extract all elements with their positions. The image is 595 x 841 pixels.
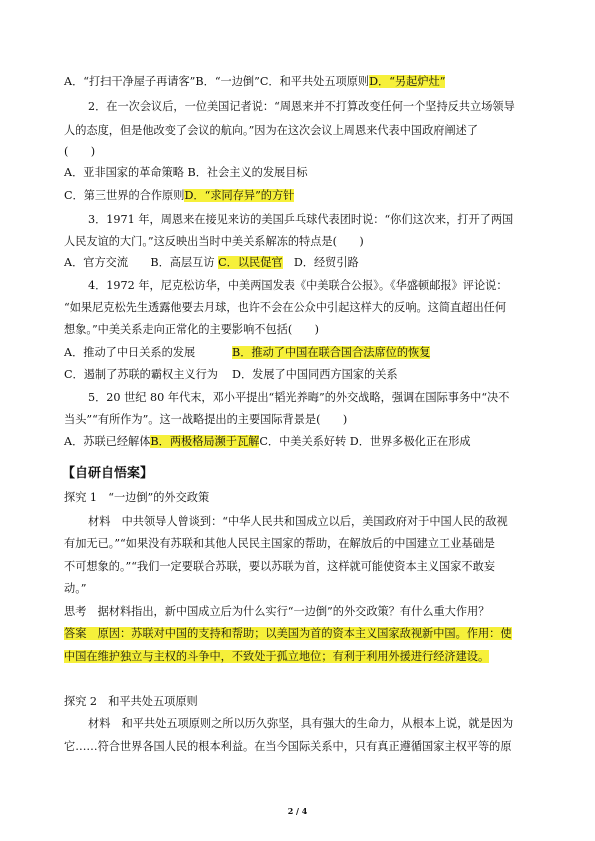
- section-title: 【自研自悟案】: [62, 466, 154, 481]
- q2-option-d-answer: D．“求同存异”的方针: [184, 189, 295, 202]
- question-2-line-2: 人的态度，但是他改变了会议的航向。”因为在这次会议上周恩来代表中国政府阐述了: [64, 124, 479, 137]
- question-4-option-b-answer: B．推动了中国在联合国合法席位的恢复: [232, 346, 431, 359]
- q5-options-cd: C．中美关系好转 D．世界多极化正在形成: [259, 435, 471, 448]
- question-2-options-cd: [64, 188, 294, 204]
- q1-option-b: B．“一边倒”: [195, 75, 260, 88]
- q1-option-d-answer: D．“另起炉灶”: [369, 75, 446, 88]
- question-5-line-2: 当头”“有所作为”。这一战略提出的主要国际背景是( ): [64, 413, 348, 426]
- q3-options-ab: A．官方交流 B．高层互访: [64, 256, 215, 269]
- q5-option-b-answer: B．两极格局濒于瓦解: [150, 435, 260, 448]
- q1-option-c: C．和平共处五项原则: [259, 75, 370, 88]
- explore-1-think: 思考 据材料指出，新中国成立后为什么实行“一边倒”的外交政策？有什么重大作用？: [64, 605, 490, 618]
- explore-2-title: 探究 2 和平共处五项原则: [64, 695, 198, 708]
- q2-option-c: C．第三世界的合作原则: [64, 189, 185, 202]
- explore-2-material-line-1: 材料 和平共处五项原则之所以历久弥坚，具有强大的生命力，从根本上说，就是因为: [88, 717, 514, 730]
- question-2-options-ab: A．亚非国家的革命策略 B．社会主义的发展目标: [64, 166, 308, 179]
- question-4-line-2: “如果尼克松先生透露他要去月球，也许不会在公众中引起这样大的反响。这简直超出任何: [64, 301, 507, 314]
- page-number: 2 / 4: [287, 806, 308, 816]
- question-2-line-1: 2．在一次会议后，一位美国记者说：“周恩来并不打算改变任何一个坚持反共立场领导: [88, 100, 515, 113]
- explore-1-material-line-2: 有加无已。”“如果没有苏联和其他人民民主国家的帮助，在解放后的中国建立工业基础是: [64, 537, 495, 550]
- question-4-option-d: D．发展了中国同西方国家的关系: [232, 368, 398, 381]
- q3-option-c-answer: C．以民促官: [218, 256, 283, 269]
- explore-1-answer-line-2: 中国在维护独立与主权的斗争中，不致处于孤立地位；有利于利用外援进行经济建设。: [64, 650, 490, 663]
- question-4-line-3: 想象。”中美关系走向正常化的主要影响不包括( ): [64, 323, 319, 336]
- question-4-option-c: C．遏制了苏联的霸权主义行为: [64, 368, 218, 381]
- explore-2-material-line-2: 它……符合世界各国人民的根本利益。在当今国际关系中，只有真正遵循国家主权平等的原: [64, 740, 512, 753]
- question-1-options: [64, 74, 445, 90]
- question-4-line-1: 4．1972 年，尼克松访华，中美两国发表《中美联合公报》。《华盛顿邮报》评论说：: [88, 279, 508, 292]
- question-3-line-2: 人民友谊的大门。”这反映出当时中美关系解冻的特点是( ): [64, 235, 364, 248]
- question-4-option-a: A．推动了中日关系的发展: [64, 346, 196, 359]
- explore-1-material-line-3: 不可想象的。”“我们一定要联合苏联，要以苏联为首，这样就可能使资本主义国家不敢妄: [64, 560, 495, 573]
- question-5-line-1: 5．20 世纪 80 年代末，邓小平提出“韬光养晦”的外交战略，强调在国际事务中“决不: [88, 391, 510, 404]
- q1-option-a: A．“打扫干净屋子再请客”: [64, 75, 196, 88]
- question-3-options: [64, 255, 359, 271]
- q5-option-a: A．苏联已经解体: [64, 435, 151, 448]
- explore-1-answer-line-1: 答案 原因：苏联对中国的支持和帮助；以美国为首的资本主义国家敌视新中国。作用：使: [64, 627, 512, 640]
- q3-option-d: D．经贸引路: [282, 256, 359, 269]
- question-2-blank: ( ): [64, 145, 96, 158]
- explore-1-material-line-1: 材料 中共领导人曾谈到：“中华人民共和国成立以后，美国政府对于中国人民的敌视: [88, 515, 508, 528]
- question-5-options: [64, 434, 471, 450]
- explore-1-material-line-4: 动。”: [64, 582, 87, 595]
- question-3-line-1: 3．1971 年，周恩来在接见来访的美国乒乓球代表团时说：“你们这次来，打开了两国: [88, 213, 514, 226]
- explore-1-title: 探究 1 “一边倒”的外交政策: [64, 491, 210, 504]
